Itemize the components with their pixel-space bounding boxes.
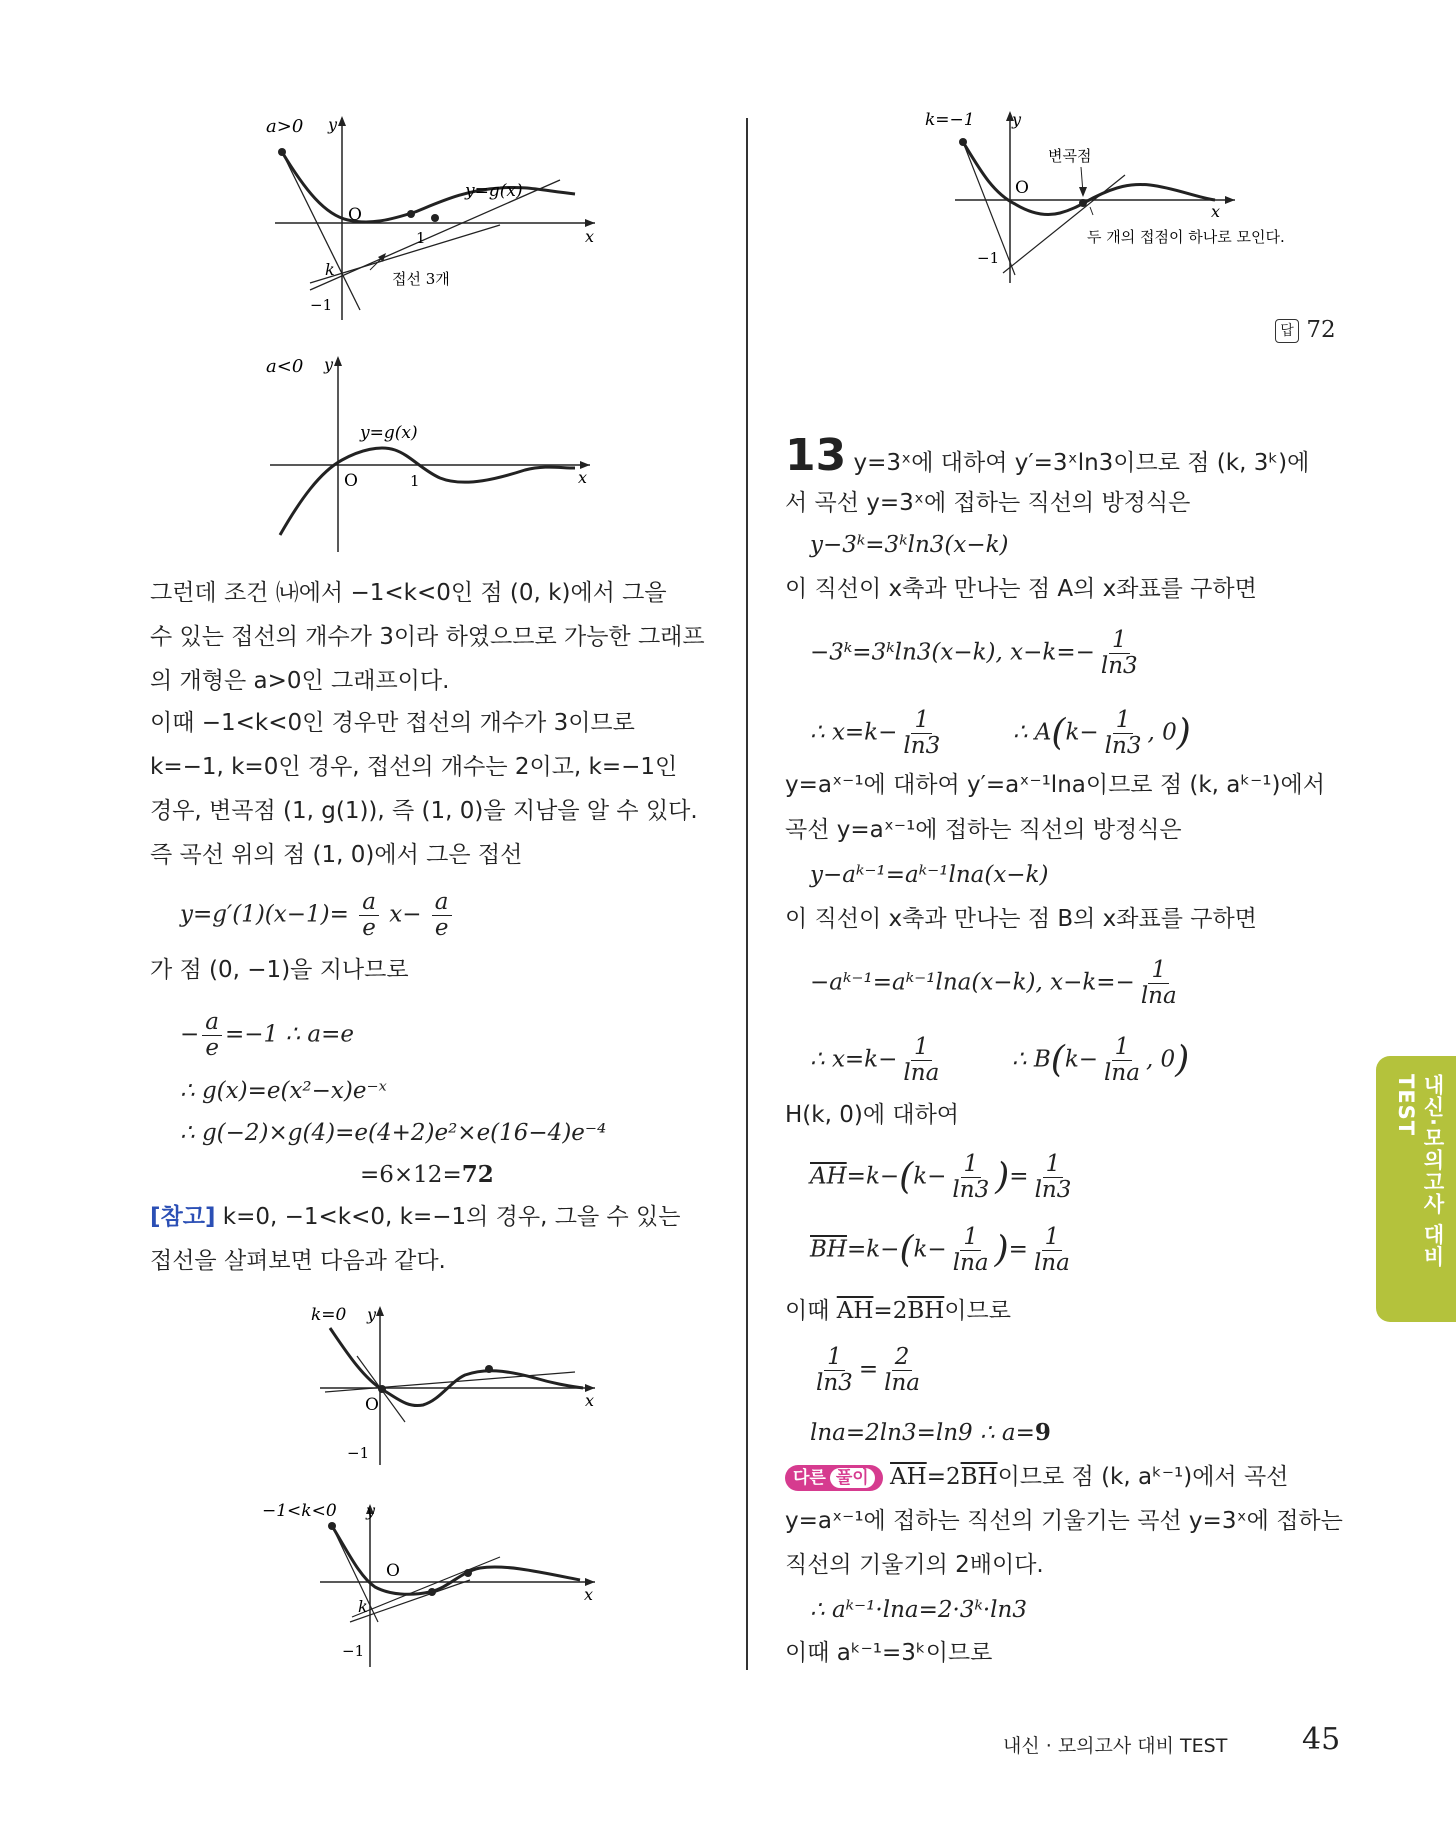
y-axis-label: y <box>367 1305 377 1324</box>
text-line: k=−1, k=0인 경우, 접선의 개수는 2이고, k=−1인 <box>150 754 678 780</box>
x-axis-label: x <box>578 468 588 487</box>
x-axis-label: x <box>585 227 595 246</box>
minus-one-label: −1 <box>342 1642 365 1660</box>
fraction: $\frac{1}{\ln a}$ <box>1140 957 1177 1009</box>
graph-a-negative <box>260 350 605 555</box>
tick-one-label: 1 <box>410 472 420 490</box>
equation-b-x: −aᵏ⁻¹=aᵏ⁻¹lna(x−k), x−k=− $\frac{1}{\ln a}$ <box>810 958 1183 1009</box>
x-axis-label: x <box>585 1391 595 1410</box>
answer-value: 72 <box>461 1161 494 1188</box>
fraction: $\frac{a}{e}$ <box>359 890 379 941</box>
fraction: $\frac{1}{\ln 3}$ <box>1104 707 1142 759</box>
minus-one-label: −1 <box>977 249 1000 267</box>
text-line: y=aˣ⁻¹에 접하는 직선의 기울기는 곡선 y=3ˣ에 접하는 <box>785 1508 1343 1534</box>
eq-part: y=g′(1)(x−1)= <box>180 901 349 928</box>
k-label: k <box>358 1597 368 1616</box>
text-line: y=aˣ⁻¹에 대하여 y′=aˣ⁻¹lna이므로 점 (k, aᵏ⁻¹)에서 <box>785 772 1325 798</box>
fraction: $\frac{1}{\ln a}$ <box>1104 1034 1140 1086</box>
fraction: $\frac{1}{\ln a}$ <box>903 1034 940 1086</box>
text-line: 직선의 기울기의 2배이다. <box>785 1552 1044 1578</box>
answer-value: 72 <box>1306 317 1336 343</box>
tangent-note: 접선 3개 <box>392 270 450 288</box>
graph-label: a>0 <box>266 116 304 137</box>
graph-label: k=0 <box>311 1305 347 1325</box>
text-line: 의 개형은 a>0인 그래프이다. <box>150 668 450 694</box>
text-line: 수 있는 접선의 개수가 3이라 하였으므로 가능한 그래프 <box>150 624 705 650</box>
text-line: 경우, 변곡점 (1, g(1)), 즉 (1, 0)을 지남을 알 수 있다. <box>150 798 698 824</box>
fraction: $\frac{1}{\ln 3}$ <box>816 1344 853 1396</box>
text-line: 이 직선이 x축과 만나는 점 A의 x좌표를 구하면 <box>785 576 1257 602</box>
reference-note: [참고] k=0, −1<k<0, k=−1의 경우, 그을 수 있는 <box>150 1204 681 1230</box>
graph-k-minus-one <box>915 105 1335 285</box>
equation-ah: $\overline{AH}=k-(k-$ $\frac{1}{\ln 3}$ )= $\frac{1}{\ln 3}$ <box>810 1152 1077 1203</box>
equation-line: y−aᵏ⁻¹=aᵏ⁻¹lna(x−k) <box>810 862 1049 888</box>
equation-product: ∴ g(−2)×g(4)=e(4+2)e²×e(16−4)e⁻⁴ <box>180 1120 607 1146</box>
equation-line: ∴ aᵏ⁻¹·lna=2·3ᵏ·ln3 <box>810 1597 1027 1623</box>
graph-label: k=−1 <box>925 110 975 130</box>
fraction: $\frac{1}{\ln 3}$ <box>952 1151 990 1203</box>
text-line: 이때 −1<k<0인 경우만 접선의 개수가 3이므로 <box>150 710 635 736</box>
text-line: 그런데 조건 ㈏에서 −1<k<0인 점 (0, k)에서 그을 <box>150 580 667 606</box>
fraction: $\frac{1}{\ln 3}$ <box>903 707 941 759</box>
equation-g: ∴ g(x)=e(x²−x)e⁻ˣ <box>180 1078 387 1104</box>
footer-title: 내신 · 모의고사 대비 TEST <box>1003 1735 1228 1757</box>
equation-line: y−3ᵏ=3ᵏln3(x−k) <box>810 532 1009 558</box>
y-axis-label: y <box>366 1501 376 1520</box>
text-line: 이때 aᵏ⁻¹=3ᵏ이므로 <box>785 1640 993 1666</box>
fraction: $\frac{1}{\ln 3}$ <box>1034 1151 1072 1203</box>
equation-bh: $\overline{BH}=k-(k-$ $\frac{1}{\ln a}$ )= $\frac{1}{\ln a}$ <box>810 1225 1076 1276</box>
equation-a: − $\frac{a}{e}$ =−1 ∴ a=e <box>180 1009 355 1061</box>
text-line: 서 곡선 y=3ˣ에 접하는 직선의 방정식은 <box>785 490 1191 516</box>
graph-k-zero <box>305 1300 605 1470</box>
fraction: $\frac{1}{\ln 3}$ <box>1100 627 1138 679</box>
text-line: 곡선 y=aˣ⁻¹에 접하는 직선의 방정식은 <box>785 817 1182 843</box>
equation-tangent <box>180 890 455 941</box>
page-number: 45 <box>1302 1722 1341 1757</box>
origin-label: O <box>348 205 362 225</box>
curve-label: y=g(x) <box>465 181 523 201</box>
equation-ratio: $\frac{1}{\ln 3}$ = $\frac{2}{\ln a}$ <box>810 1345 926 1396</box>
answer-icon: 답 <box>1275 319 1299 343</box>
fraction: $\frac{1}{\ln a}$ <box>952 1224 989 1276</box>
section-side-tab: 내신·모의고사 대비 TEST <box>1376 1056 1456 1322</box>
problem-number: 13 <box>785 430 847 481</box>
fraction: $\frac{a}{e}$ <box>202 1010 222 1061</box>
origin-label: O <box>386 1561 400 1581</box>
origin-label: O <box>344 471 358 491</box>
graph-label: −1<k<0 <box>262 1501 337 1521</box>
tick-one-label: 1 <box>416 229 426 247</box>
y-axis-label: y <box>1012 110 1022 129</box>
fraction: $\frac{2}{\ln a}$ <box>884 1344 920 1396</box>
minus-one-label: −1 <box>347 1444 370 1462</box>
reference-label: [참고] <box>150 1204 216 1230</box>
k-label: k <box>325 260 335 279</box>
merge-note: 두 개의 접점이 하나로 모인다. <box>1087 228 1285 246</box>
x-axis-label: x <box>1211 202 1221 221</box>
column-divider <box>746 118 748 1670</box>
answer-box <box>1275 315 1336 345</box>
minus-one-label: −1 <box>310 296 333 314</box>
equation-result: =6×12=72 <box>360 1161 494 1188</box>
text-line: 이때 $\overline{AH}=2\overline{BH}$이므로 <box>785 1298 1011 1324</box>
fraction: $\frac{1}{\ln a}$ <box>1033 1224 1070 1276</box>
y-axis-label: y <box>324 355 334 374</box>
problem-13-heading: 13 y=3ˣ에 대하여 y′=3ˣln3이므로 점 (k, 3ᵏ)에 <box>785 430 1310 481</box>
alt-solution-badge: 다른 풀이 <box>785 1465 883 1491</box>
equation-point-b: ∴ x=k− $\frac{1}{\ln a}$ ∴ B(k− $\frac{1}{\ln a}$ , 0) <box>810 1034 1190 1086</box>
text-line: 이 직선이 x축과 만나는 점 B의 x좌표를 구하면 <box>785 906 1257 932</box>
fraction: $\frac{a}{e}$ <box>432 890 452 941</box>
answer-value: 9 <box>1034 1419 1051 1446</box>
equation-final: lna=2ln3=ln9 ∴ a=9 <box>810 1419 1051 1446</box>
inflection-label: 변곡점 <box>1048 147 1092 165</box>
curve-label: y=g(x) <box>360 423 418 443</box>
graph-a-positive <box>260 110 610 325</box>
text-line: 접선을 살펴보면 다음과 같다. <box>150 1248 446 1274</box>
text-line: 즉 곡선 위의 점 (1, 0)에서 그은 접선 <box>150 842 523 868</box>
x-axis-label: x <box>584 1585 594 1604</box>
text-line: H(k, 0)에 대하여 <box>785 1102 959 1128</box>
text-line: 가 점 (0, −1)을 지나므로 <box>150 957 409 983</box>
alternative-solution: 다른 풀이 $\overline{AH}=2\overline{BH}$이므로 점 (k, aᵏ⁻¹)에서 곡선 <box>785 1462 1288 1492</box>
equation-point-a: ∴ x=k− $\frac{1}{\ln 3}$ ∴ A(k− $\frac{1}{\ln 3}$ , 0) <box>810 707 1191 759</box>
y-axis-label: y <box>328 115 338 134</box>
eq-part: x− <box>389 901 422 928</box>
equation-a-x: −3ᵏ=3ᵏln3(x−k), x−k=− $\frac{1}{\ln 3}$ <box>810 628 1144 679</box>
origin-label: O <box>1015 178 1029 198</box>
origin-label: O <box>365 1395 379 1415</box>
graph-k-between <box>260 1492 610 1670</box>
graph-label: a<0 <box>266 356 304 377</box>
